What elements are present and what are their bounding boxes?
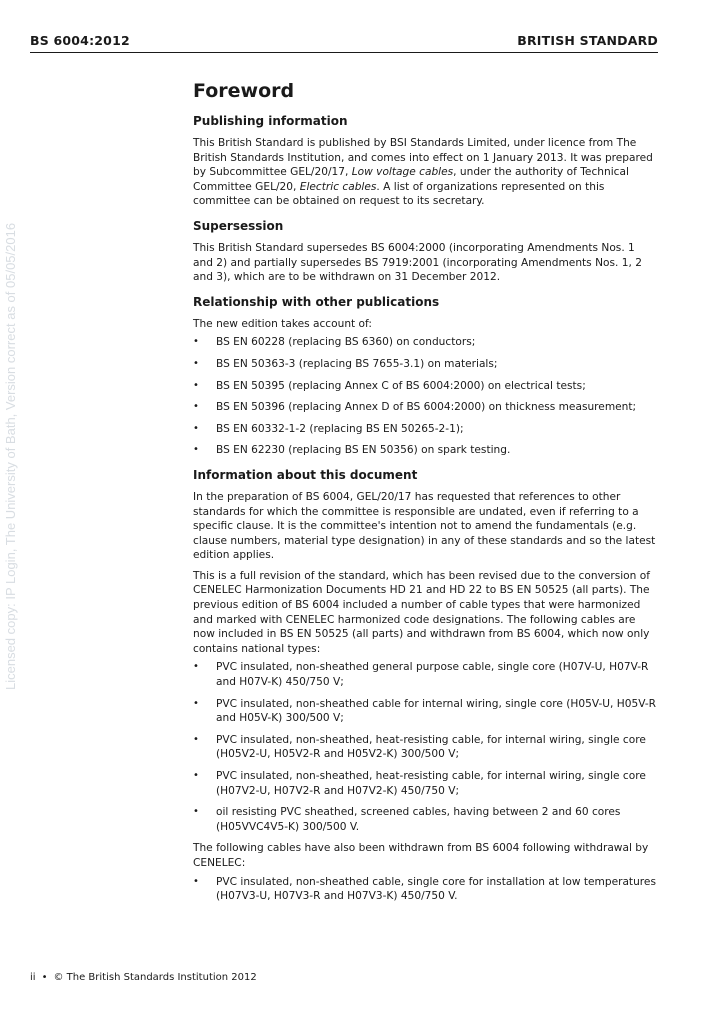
copyright-text: © The British Standards Institution 2012: [53, 972, 257, 983]
list-item: • BS EN 60228 (replacing BS 6360) on conductors;: [193, 336, 476, 349]
section-heading-publishing: Publishing information: [193, 114, 348, 128]
withdrawn-cables-list: [193, 660, 658, 834]
information-paragraph-2: This is a full revision of the standard, which has been revised due to the conversion of CENELEC Harmonization Documents HD 21 and HD 22 to BS EN 50525 (all parts). The previous edition of BS 6004 included a number of cable types that were harmonized and marked with CENELEC harmonized code designations. The following cables are now included in BS EN 50525 (all parts) and withdrawn from BS 6004, which now only contains national types:: [193, 569, 650, 655]
list-item: • PVC insulated, non-sheathed general purpose cable, single core (H07V-U, H07V-R and H07V-K) 450/750 V;: [193, 661, 649, 689]
section-heading-relationship: Relationship with other publications: [193, 294, 440, 309]
foreword-content: [193, 80, 658, 911]
page-footer: [30, 972, 257, 983]
list-item: • BS EN 50396 (replacing Annex D of BS 6004:2000) on thickness measurement;: [193, 401, 637, 414]
page-header: [30, 33, 658, 53]
list-item: • BS EN 50395 (replacing Annex C of BS 6004:2000) on electrical tests;: [193, 379, 586, 392]
license-watermark: Licensed copy: IP Login, The University of Bath, Version correct as of 05/05/2016: [3, 222, 18, 690]
list-item: • BS EN 62230 (replacing BS EN 50356) on spark testing.: [193, 444, 511, 457]
standard-number: BS 6004:2012: [30, 33, 130, 48]
supersession-paragraph: This British Standard supersedes BS 6004:2000 (incorporating Amendments Nos. 1 and 2) and partially supersedes BS 7919:2001 (incorporating Amendments Nos. 1, 2 and 3), which are to be withdrawn on 31 December 2012.: [193, 241, 642, 284]
relationship-intro: The new edition takes account of:: [193, 317, 372, 330]
section-heading-supersession: Supersession: [193, 218, 284, 233]
publishing-paragraph: This British Standard is published by BSI Standards Limited, under licence from The British Standards Institution, and comes into effect on 1 January 2013. It was prepared by Subcommittee GEL/20/17, Low voltage cables, under the authority of Technical Committee GEL/20, Electric cables. A list of organizations represented on this committee can be obtained on request to its secretary.: [193, 137, 653, 208]
cenelec-withdrawn-list: [193, 875, 658, 904]
list-item: • PVC insulated, non-sheathed, heat-resisting cable, for internal wiring, single core (H07V2-U, H07V2-R and H07V2-K) 450/750 V;: [193, 770, 646, 797]
page-title: Foreword: [193, 80, 295, 102]
list-item: • PVC insulated, non-sheathed cable for internal wiring, single core (H05V-U, H05V-R and H05V-K) 300/500 V;: [193, 697, 657, 725]
section-heading-information: Information about this document: [193, 467, 418, 482]
list-item: • PVC insulated, non-sheathed, heat-resisting cable, for internal wiring, single core (H05V2-U, H05V2-R and H05V2-K) 300/500 V;: [193, 733, 646, 761]
information-paragraph-1: In the preparation of BS 6004, GEL/20/17 has requested that references to other standards for which the committee is responsible are undated, even if referring to a specific clause. It is the committee's intention not to amend the fundamentals (e.g. clause numbers, material type designation) in any of these standards and so the latest edition applies.: [193, 490, 656, 562]
list-item: • PVC insulated, non-sheathed cable, single core for installation at low temperatures (H07V3-U, H07V3-R and H07V3-K) 450/750 V.: [193, 875, 656, 903]
publisher-label: BRITISH STANDARD: [517, 33, 658, 48]
list-item: • oil resisting PVC sheathed, screened cables, having between 2 and 60 cores (H05VVC4V5-K) 300/500 V.: [193, 806, 621, 833]
relationship-list: [193, 335, 658, 458]
information-paragraph-3: The following cables have also been withdrawn from BS 6004 following withdrawal by CENELEC:: [193, 842, 649, 869]
page-number: ii: [30, 972, 36, 983]
list-item: • BS EN 50363-3 (replacing BS 7655-3.1) on materials;: [193, 357, 498, 370]
list-item: • BS EN 60332-1-2 (replacing BS EN 50265-2-1);: [193, 422, 464, 435]
footer-separator: •: [41, 972, 48, 983]
